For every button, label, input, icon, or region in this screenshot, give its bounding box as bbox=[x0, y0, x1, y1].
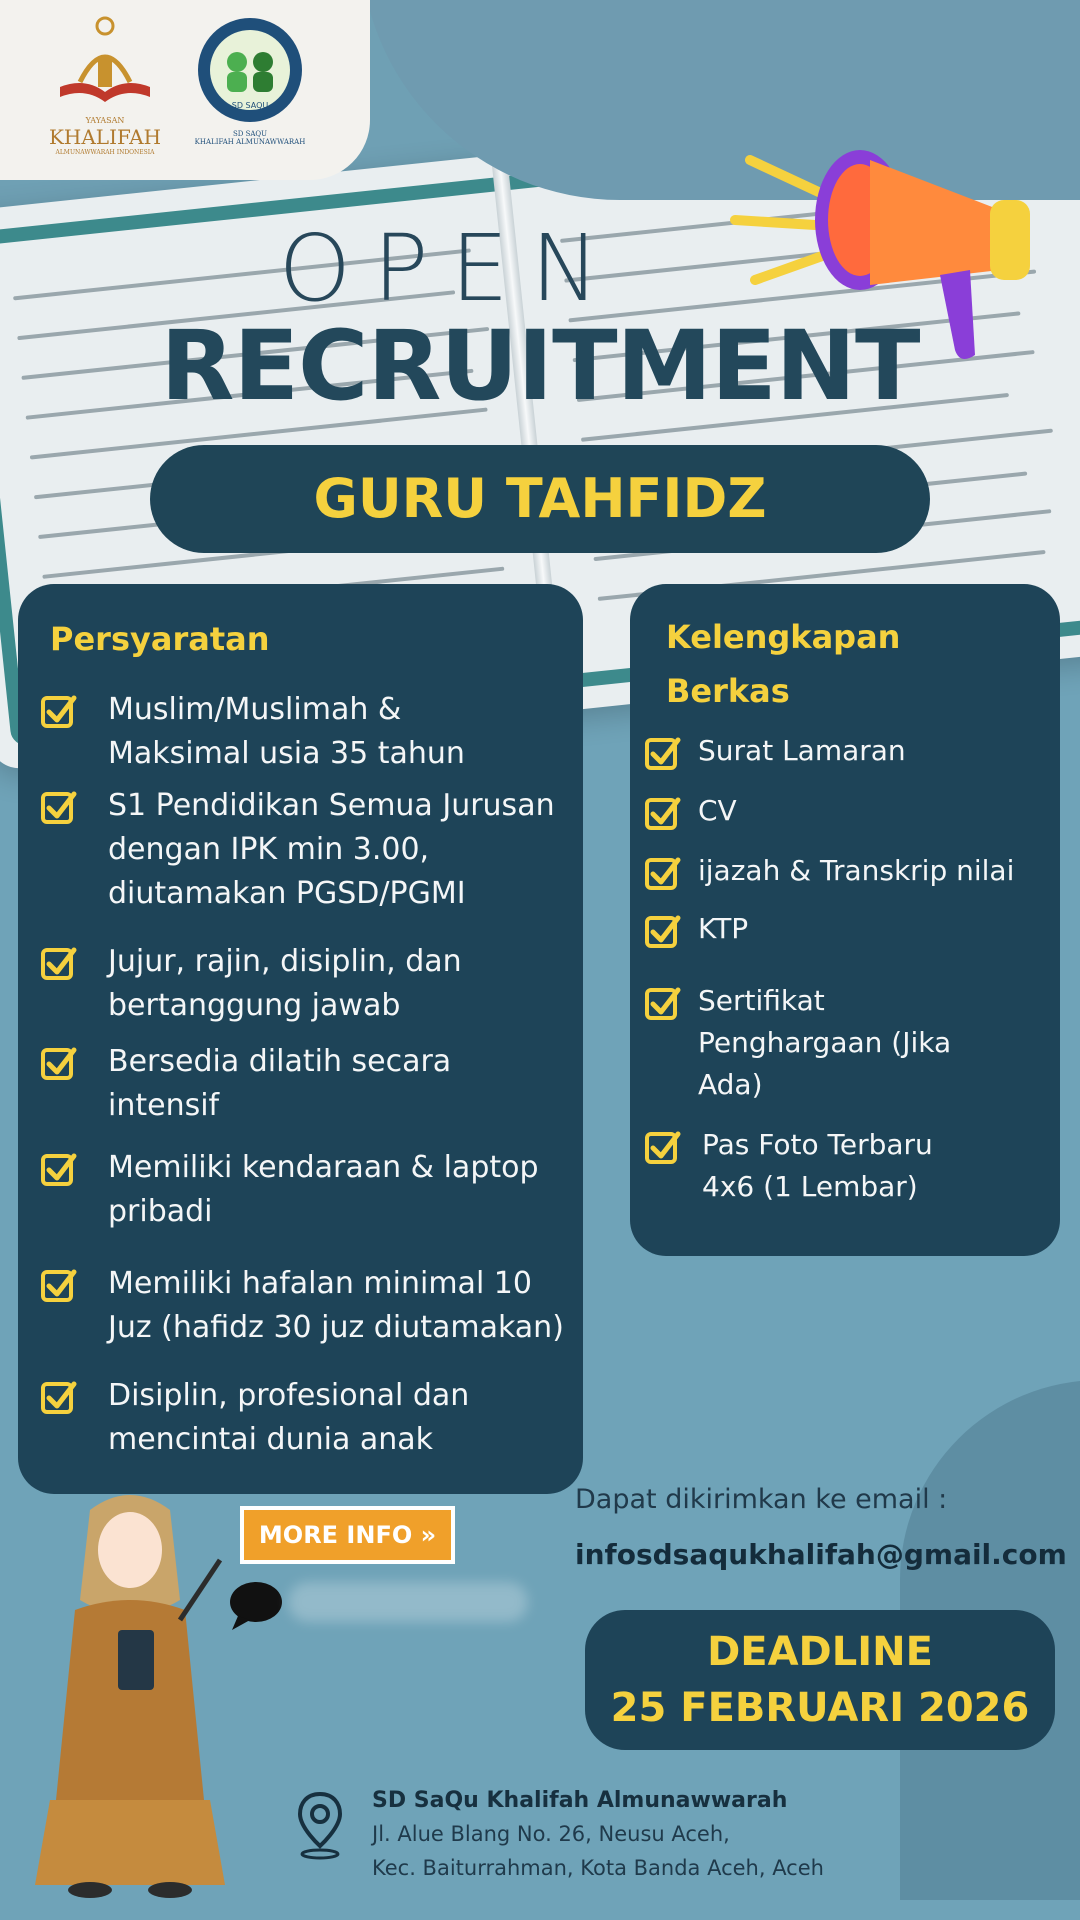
school-name: SD SaQu Khalifah Almunawwarah bbox=[372, 1788, 788, 1813]
document-item bbox=[644, 730, 906, 772]
check-icon bbox=[40, 1378, 78, 1416]
check-icon bbox=[644, 794, 682, 832]
check-icon bbox=[40, 1266, 78, 1304]
requirement-line: bertanggung jawab bbox=[108, 988, 401, 1023]
document-line: Surat Lamaran bbox=[698, 734, 906, 767]
document-item bbox=[644, 980, 951, 1106]
requirement-line: S1 Pendidikan Semua Jurusan bbox=[108, 788, 555, 823]
document-line: Penghargaan (Jika bbox=[698, 1026, 952, 1059]
logo2-top-text: SD SAQU bbox=[232, 130, 268, 138]
deadline-date: 25 FEBRUARI 2026 bbox=[610, 1685, 1030, 1731]
more-info-button[interactable]: MORE INFO » bbox=[240, 1506, 455, 1564]
requirement-item bbox=[40, 784, 555, 916]
logo2-subtext: KHALIFAH ALMUNAWWARAH bbox=[194, 138, 306, 146]
requirements-card bbox=[18, 584, 583, 1494]
requirement-line: Memiliki kendaraan & laptop bbox=[108, 1150, 539, 1185]
documents-card bbox=[630, 584, 1060, 1256]
check-icon bbox=[40, 692, 78, 730]
requirement-line: mencintai dunia anak bbox=[108, 1422, 434, 1457]
check-icon bbox=[40, 944, 78, 982]
requirement-line: Memiliki hafalan minimal 10 bbox=[108, 1266, 532, 1301]
documents-title-line1: Kelengkapan bbox=[666, 618, 901, 656]
document-item bbox=[644, 850, 1014, 892]
check-icon bbox=[644, 1128, 682, 1166]
contact-number-blurred bbox=[288, 1582, 528, 1622]
logo1-subtext: ALMUNAWWARAH INDONESIA bbox=[55, 149, 155, 156]
document-line: Pas Foto Terbaru bbox=[702, 1128, 933, 1161]
logo2-badge-text: SD SAQU bbox=[231, 101, 269, 110]
document-item bbox=[644, 908, 748, 950]
requirement-line: Juz (hafidz 30 juz diutamakan) bbox=[108, 1310, 564, 1345]
position-title: GURU TAHFIDZ bbox=[150, 445, 930, 553]
documents-title-line2: Berkas bbox=[666, 672, 790, 710]
requirement-line: Disiplin, profesional dan bbox=[108, 1378, 470, 1413]
requirement-line: Jujur, rajin, disiplin, dan bbox=[108, 944, 462, 979]
document-line: KTP bbox=[698, 912, 749, 945]
requirement-item bbox=[40, 1146, 539, 1234]
check-icon bbox=[40, 788, 78, 826]
requirement-item bbox=[40, 940, 462, 1028]
requirement-line: dengan IPK min 3.00, bbox=[108, 832, 430, 867]
requirement-item bbox=[40, 1374, 469, 1462]
requirement-line: Bersedia dilatih secara bbox=[108, 1044, 452, 1079]
document-item bbox=[644, 1124, 933, 1208]
document-line: 4x6 (1 Lembar) bbox=[702, 1170, 918, 1203]
document-line: Sertifikat bbox=[698, 984, 825, 1017]
logo1-small-text: YAYASAN bbox=[85, 116, 125, 125]
check-icon bbox=[644, 912, 682, 950]
requirement-line: diutamakan PGSD/PGMI bbox=[108, 876, 466, 911]
check-icon bbox=[644, 984, 682, 1022]
requirement-line: intensif bbox=[108, 1088, 220, 1123]
document-line: ijazah & Transkrip nilai bbox=[698, 854, 1015, 887]
document-line: Ada) bbox=[698, 1068, 763, 1101]
requirement-line: Muslim/Muslimah & bbox=[108, 692, 402, 727]
requirement-line: pribadi bbox=[108, 1194, 213, 1229]
logo1-name: KHALIFAH bbox=[48, 125, 162, 149]
heading-open: OPEN bbox=[278, 215, 622, 322]
requirement-item bbox=[40, 1040, 451, 1128]
chat-icon bbox=[228, 1580, 284, 1630]
email-address[interactable]: infosdsaqukhalifah@gmail.com bbox=[575, 1538, 1067, 1571]
check-icon bbox=[40, 1150, 78, 1188]
location-pin-icon bbox=[296, 1790, 344, 1860]
check-icon bbox=[644, 734, 682, 772]
sd-saqu-logo bbox=[185, 14, 315, 164]
requirement-item bbox=[40, 1262, 564, 1350]
address-line1: Jl. Alue Blang No. 26, Neusu Aceh, bbox=[372, 1822, 730, 1846]
check-icon bbox=[40, 1044, 78, 1082]
check-icon bbox=[644, 854, 682, 892]
document-item bbox=[644, 790, 737, 832]
document-line: CV bbox=[698, 794, 737, 827]
requirement-item bbox=[40, 688, 465, 776]
email-label: Dapat dikirimkan ke email : bbox=[575, 1484, 948, 1515]
requirement-line: Maksimal usia 35 tahun bbox=[108, 736, 465, 771]
yayasan-khalifah-logo bbox=[40, 12, 170, 162]
address-line2: Kec. Baiturrahman, Kota Banda Aceh, Aceh bbox=[372, 1856, 824, 1880]
requirements-title: Persyaratan bbox=[50, 620, 270, 658]
deadline-box bbox=[585, 1610, 1055, 1750]
heading-recruitment: RECRUITMENT bbox=[160, 310, 920, 422]
deadline-label: DEADLINE bbox=[707, 1629, 933, 1675]
teacher-illustration bbox=[30, 1480, 230, 1900]
